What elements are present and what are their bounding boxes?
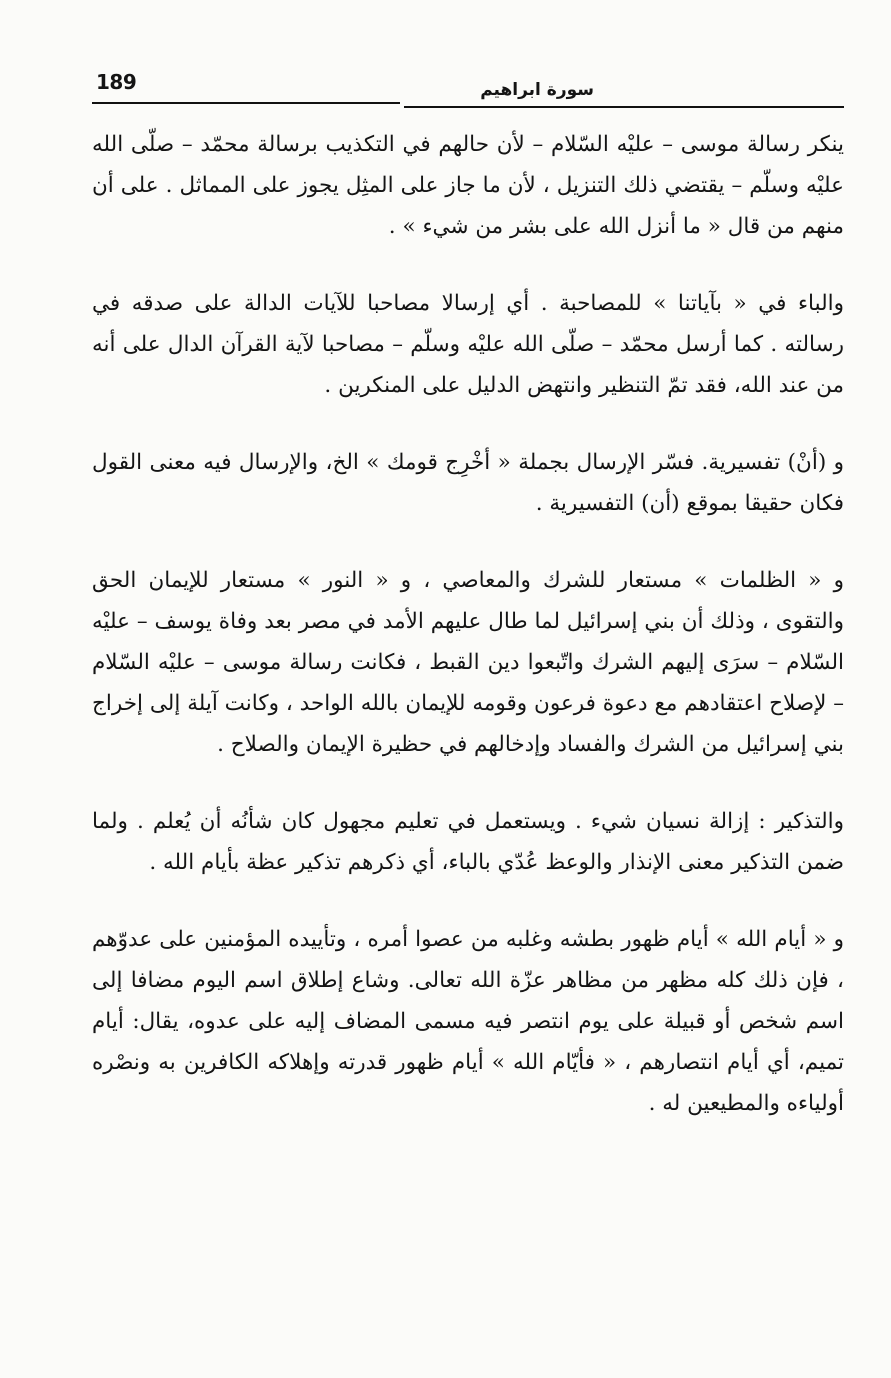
header-rule-left [92,102,400,104]
paragraph-text: والتذكير : إزالة نسيان شيء . ويستعمل في تعليم مجهول كان شأنُه أن يُعلم . ولما ضمن التذكير معنى الإنذار والوعظ عُدّي بالباء، أي ذكرهم تذكير عظة بأيام الله . [92,809,844,875]
paragraph-text: والباء في « بآياتنا » للمصاحبة . أي إرسالا مصاحبا للآيات الدالة على صدقه في رسالته . كما أرسل محمّد – صلّى الله عليْه وسلّم – مصاحبا لآية القرآن الدال على أنه من عند الله، فقد تمّ التنظير وانتهض الدليل على المنكرين . [92,291,844,398]
page-header [92,66,844,114]
paragraph-text: و « الظلمات » مستعار للشرك والمعاصي ، و « النور » مستعار للإيمان الحق والتقوى ، وذلك أن بني إسرائيل لما طال عليهم الأمد في مصر بعد وفاة يوسف – عليْه السّلام – سرَى إليهم الشرك واتّبعوا دين القبط ، فكانت رسالة موسى – عليْه السّلام – لإصلاح اعتقادهم مع دعوة فرعون وقومه للإيمان بالله الواحد ، وكانت آيلة إلى إخراج بني إسرائيل من الشرك والفساد وإدخالهم في حظيرة الإيمان والصلاح . [92,568,844,757]
header-rule-right [404,106,844,108]
paragraph-text: و (أنْ) تفسيرية. فسّر الإرسال بجملة « أخْرِج قومك » الخ، والإرسال فيه معنى القول فكان حقيقا بموقع (أن) التفسيرية . [92,450,844,516]
paragraph-1 [92,124,844,247]
paragraph-5 [92,801,844,883]
page-body [92,124,844,1160]
page-number: 189 [96,70,137,94]
paragraph-2 [92,283,844,406]
paragraph-text: ينكر رسالة موسى – عليْه السّلام – لأن حالهم في التكذيب برسالة محمّد – صلّى الله عليْه وسلّم – يقتضي ذلك التنزيل ، لأن ما جاز على المثِل يجوز على المماثل . على أن منهم من قال « ما أنزل الله على بشر من شيء » . [92,132,844,239]
paragraph-6 [92,919,844,1124]
paragraph-3 [92,442,844,524]
paragraph-4 [92,560,844,765]
paragraph-text: و « أيام الله » أيام ظهور بطشه وغلبه من عصوا أمره ، وتأييده المؤمنين على عدوّهم ، فإن ذلك كله مظهر من مظاهر عزّة الله تعالى. وشاع إطلاق اسم اليوم مضافا إلى اسم شخص أو قبيلة على يوم انتصر فيه مسمى المضاف إليه على عدوه، يقال: أيام تميم، أي أيام انتصارهم ، « فأيّام الله » أيام ظهور قدرته وإهلاكه الكافرين به ونصْره أولياءه والمطيعين له . [92,927,844,1116]
running-title: سورة ابراهيم [480,80,594,100]
